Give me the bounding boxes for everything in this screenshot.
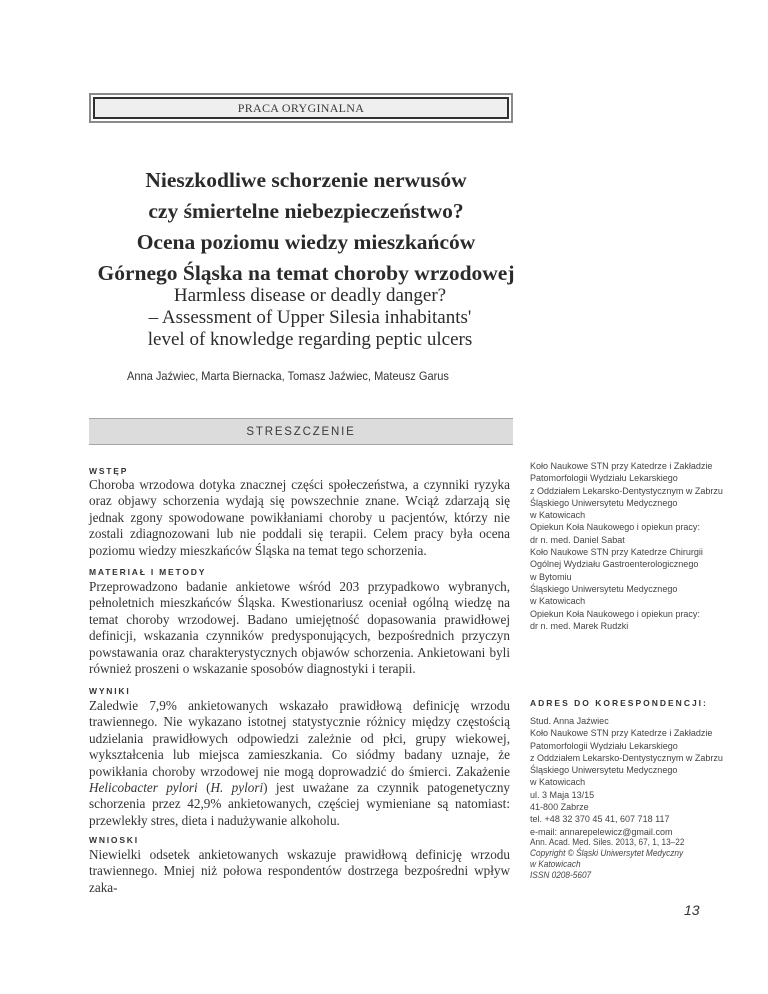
journal-copyright: Copyright © Śląski Uniwersytet Medyczny bbox=[530, 848, 684, 858]
correspondence-line: Śląskiego Uniwersytetu Medycznego bbox=[530, 765, 678, 777]
title-polish-line: czy śmiertelne niebezpieczeństwo? bbox=[148, 199, 464, 223]
journal-citation: Ann. Acad. Med. Siles. 2013, 67, 1, 13–22 bbox=[530, 837, 685, 847]
journal-issn: ISSN 0208-5607 bbox=[530, 870, 592, 880]
affiliation-line: Opiekun Koła Naukowego i opiekun pracy: bbox=[530, 608, 700, 620]
section-text-results bbox=[89, 698, 510, 829]
affiliation-line: Opiekun Koła Naukowego i opiekun pracy: bbox=[530, 522, 700, 534]
results-italic-abbrev: H. pylori bbox=[210, 780, 264, 796]
authors: Anna Jaźwiec, Marta Biernacka, Tomasz Jaźwiec, Mateusz Garus bbox=[127, 369, 449, 383]
affiliation-line: Koło Naukowe STN przy Katedrze i Zakładzie bbox=[530, 461, 713, 472]
affiliations bbox=[530, 461, 727, 633]
title-english-line: – Assessment of Upper Silesia inhabitants' bbox=[148, 307, 472, 328]
affiliation-line: z Oddziałem Lekarsko-Dentystycznym w Zabrzu bbox=[530, 485, 723, 497]
correspondence-line: Patomorfologii Wydziału Lekarskiego bbox=[530, 740, 678, 752]
results-text-part: ) jest uważane za czynnik patogenetyczny schorzenia przez 42,9% ankietowanych, częściej wymieniane są natomiast: przewlekły stres, dieta i nadużywanie alkoholu. bbox=[89, 780, 511, 828]
title-english bbox=[110, 285, 510, 351]
affiliation-line: w Katowicach bbox=[530, 510, 586, 522]
affiliation-line: Koło Naukowe STN przy Katedrze Chirurgii bbox=[530, 547, 703, 559]
correspondence-line: tel. +48 32 370 45 41, 607 718 117 bbox=[530, 814, 670, 826]
correspondence-line: ul. 3 Maja 13/15 bbox=[530, 789, 595, 801]
article-type-box bbox=[89, 93, 513, 123]
title-polish-line: Ocena poziomu wiedzy mieszkańców bbox=[136, 230, 476, 254]
affiliation-line: w Bytomiu bbox=[530, 571, 572, 583]
affiliation-line: Śląskiego Uniwersytetu Medycznego bbox=[530, 583, 678, 595]
title-english-line: Harmless disease or deadly danger? bbox=[173, 285, 447, 306]
results-text-part: Zaledwie 7,9% ankietowanych wskazało prawidłową definicję wrzodu trawiennego. Nie wykazano istotnej statystycznie różnicy między częstością udzielania prawidłowych odpowiedzi zależnie od płci, grupy wiekowej, wykształcenia lub miejsca zamieszkania. Co siódmy badany uznaje, że powikłania choroby wrzodowej nie mogą doprowadzić do śmierci. Zakażenie bbox=[89, 698, 510, 779]
correspondence-line: Stud. Anna Jaźwiec bbox=[530, 716, 609, 727]
affiliation-line: Patomorfologii Wydziału Lekarskiego bbox=[530, 473, 678, 485]
affiliation-line: dr n. med. Marek Rudzki bbox=[530, 620, 629, 632]
journal-copyright: w Katowicach bbox=[530, 859, 581, 869]
correspondence-address bbox=[530, 716, 727, 839]
affiliation-line: Ogólnej Wydziału Gastroenterologicznego bbox=[530, 559, 699, 571]
affiliation-line: Śląskiego Uniwersytetu Medycznego bbox=[530, 497, 678, 509]
page-number: 13 bbox=[684, 902, 700, 918]
section-text-intro: Choroba wrzodowa dotyka znacznej części społeczeństwa, a czynniki ryzyka oraz objawy schorzenia wydają się powszechnie znane. Wciąż zdarzają się jednak zgony spowodowane powikłaniami choroby u pacjentów, którzy nie zostali zdiagnozowani lub nie poddali się terapii. Celem pracy była ocena poziomu wiedzy mieszkańców Śląska na temat tego schorzenia. bbox=[89, 477, 510, 558]
affiliation-line: w Katowicach bbox=[530, 596, 586, 608]
title-polish bbox=[90, 165, 522, 289]
correspondence-line: z Oddziałem Lekarsko-Dentystycznym w Zabrzu bbox=[530, 752, 723, 764]
article-type-label: PRACA ORYGINALNA bbox=[93, 97, 509, 119]
affiliation-line: dr n. med. Daniel Sabat bbox=[530, 534, 625, 546]
results-italic-species: Helicobacter pylori bbox=[89, 780, 198, 796]
journal-info bbox=[530, 837, 727, 881]
section-heading-conclusions: WNIOSKI bbox=[89, 835, 139, 845]
section-text-conclusions: Niewielki odsetek ankietowanych wskazuje prawidłową definicję wrzodu trawiennego. Mniej niż połowa respondentów dostrzega bezpośredni wpływ zaka- bbox=[89, 847, 510, 895]
results-text-part: ( bbox=[197, 780, 211, 796]
correspondence-line: 41-800 Zabrze bbox=[530, 802, 589, 814]
section-text-methods: Przeprowadzono badanie ankietowe wśród 203 przypadkowo wybranych, pełnoletnich mieszkańców Śląska. Kwestionariusz oceniał ogólną wiedzę na temat choroby wrzodowej. Badano umiejętność dopasowania prawidłowej definicji, wskazania czynników predysponujących, bezpośrednich przyczyn powstawania oraz charakterystycznych objawów schorzenia. Ankietowani byli również proszeni o wskazanie sposobów diagnostyki i terapii. bbox=[89, 579, 510, 677]
correspondence-line: Koło Naukowe STN przy Katedrze i Zakładzie bbox=[530, 728, 713, 740]
correspondence-email: e-mail: annarepelewicz@gmail.com bbox=[530, 826, 673, 838]
title-english-line: level of knowledge regarding peptic ulcers bbox=[147, 329, 473, 350]
section-heading-intro: WSTĘP bbox=[89, 466, 129, 476]
abstract-heading: STRESZCZENIE bbox=[89, 418, 513, 445]
section-heading-methods: MATERIAŁ I METODY bbox=[89, 567, 207, 577]
correspondence-heading: ADRES DO KORESPONDENCJI: bbox=[530, 698, 708, 708]
section-heading-results: WYNIKI bbox=[89, 686, 131, 696]
correspondence-line: w Katowicach bbox=[530, 777, 586, 789]
title-polish-line: Nieszkodliwe schorzenie nerwusów bbox=[145, 168, 467, 192]
title-polish-line: Górnego Śląska na temat choroby wrzodowej bbox=[97, 261, 515, 285]
